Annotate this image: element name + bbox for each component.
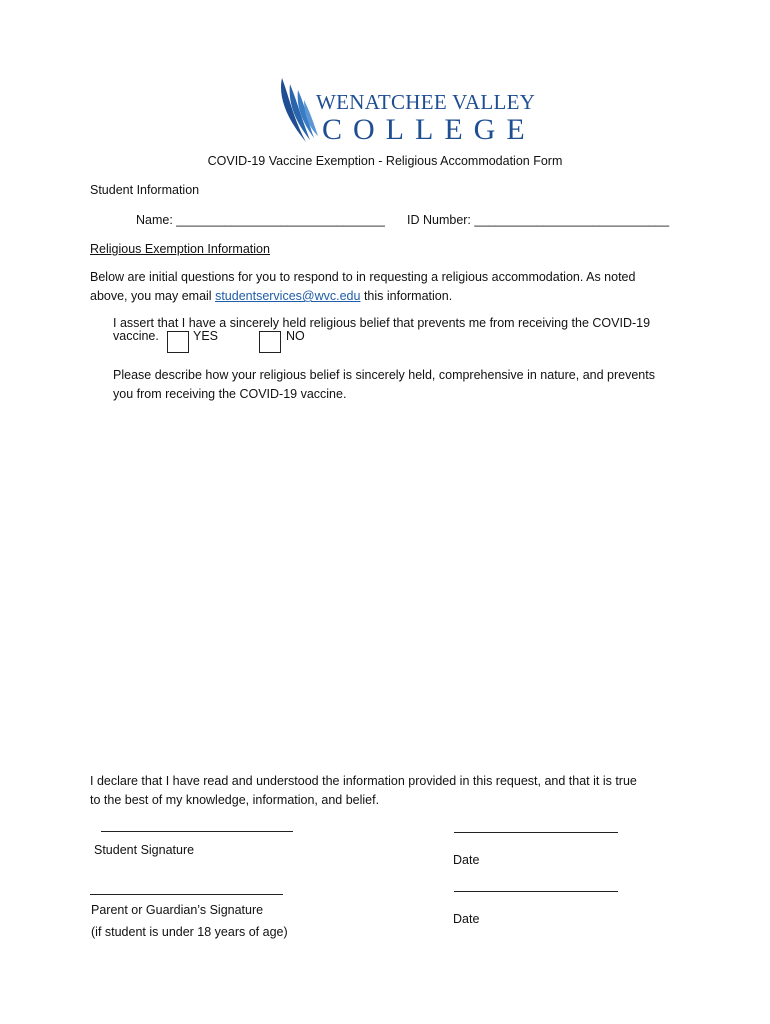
declaration-line-2: to the best of my knowledge, information, and belief. [90, 793, 380, 807]
describe-paragraph [113, 366, 713, 404]
logo-text-top: WENATCHEE VALLEY [316, 90, 536, 114]
college-logo [276, 76, 536, 146]
assert-line-1: I assert that I have a sincerely held religious belief that prevents me from receiving the COVID-19 [113, 316, 651, 330]
date-line-2[interactable] [454, 891, 618, 892]
assert-line-2: vaccine. [113, 329, 159, 343]
email-link[interactable]: studentservices@wvc.edu [215, 289, 361, 303]
declaration-line-1: I declare that I have read and understood the information provided in this request, and that it is true [90, 774, 637, 788]
student-signature-line[interactable] [101, 831, 293, 832]
intro-line-1: Below are initial questions for you to respond to in requesting a religious accommodation. As noted [90, 270, 636, 284]
logo-text-bottom: COLLEGE [322, 113, 536, 146]
flame-logo-icon [276, 76, 320, 146]
no-label: NO [286, 329, 305, 343]
date-label-1: Date [453, 853, 480, 867]
describe-line-1: Please describe how your religious belief is sincerely held, comprehensive in nature, and prevents [113, 368, 655, 382]
date-line-1[interactable] [454, 832, 618, 833]
no-checkbox[interactable] [259, 331, 281, 353]
religious-exemption-heading: Religious Exemption Information [90, 242, 270, 256]
declaration-paragraph [90, 772, 710, 810]
intro-line-2 [90, 287, 710, 306]
student-info-heading: Student Information [90, 183, 200, 197]
id-number-field[interactable]: ID Number: ____________________________ [407, 213, 670, 227]
intro-paragraph [90, 268, 710, 306]
name-field[interactable]: Name: ______________________________ [136, 213, 385, 227]
describe-line-2: you from receiving the COVID-19 vaccine. [113, 387, 347, 401]
form-title: COVID-19 Vaccine Exemption - Religious Accommodation Form [207, 154, 563, 168]
intro-line-2-pre: above, you may email [90, 289, 216, 303]
yes-label: YES [193, 329, 219, 343]
parent-signature-label: Parent or Guardian’s Signature [91, 903, 264, 917]
parent-signature-note: (if student is under 18 years of age) [91, 925, 288, 939]
yes-checkbox[interactable] [167, 331, 189, 353]
belief-description-area[interactable] [113, 410, 683, 760]
student-signature-label: Student Signature [94, 843, 195, 857]
date-label-2: Date [453, 912, 480, 926]
parent-signature-line[interactable] [90, 894, 283, 895]
intro-line-2-post: this information. [360, 289, 453, 303]
